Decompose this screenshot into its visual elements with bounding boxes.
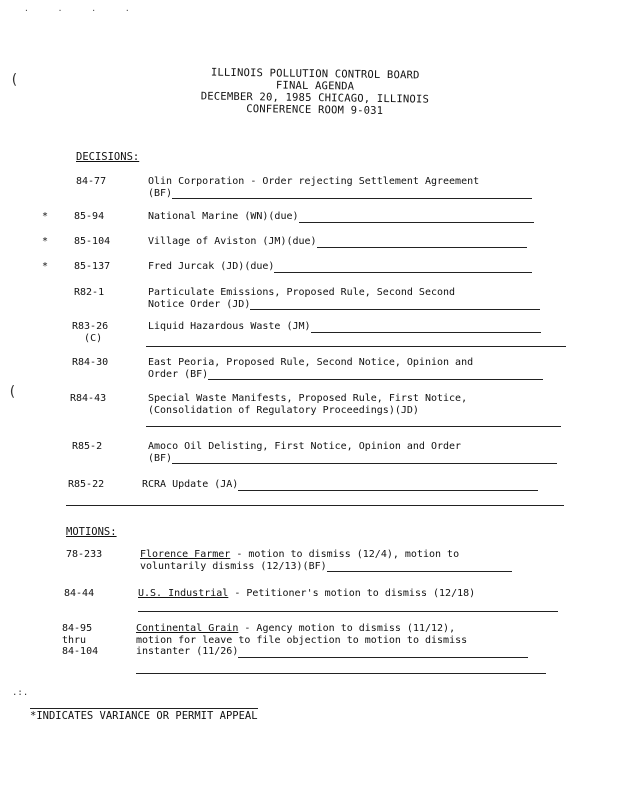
docket-number: 84-44	[64, 588, 95, 599]
decision-description: Olin Corporation - Order rejecting Settlement Agreement (BF)	[148, 176, 568, 199]
blank-line	[136, 672, 546, 674]
decisions-heading: DECISIONS:	[76, 151, 140, 163]
hole-punch-mark-middle: (	[8, 384, 17, 400]
decision-description: National Marine (WN)(due)	[148, 211, 568, 223]
blank-line	[146, 345, 566, 347]
docket-number: R83-26 (C)	[72, 321, 109, 344]
docket-number: 85-94	[74, 211, 105, 222]
variance-star: *	[42, 236, 49, 247]
motion-description: Florence Farmer - motion to dismiss (12/4), motion to voluntarily dismiss (12/13)(BF)	[140, 549, 560, 572]
motion-description: Continental Grain - Agency motion to dismiss (11/12), motion for leave to file objection to motion to dismiss instanter (11/26)	[136, 623, 556, 658]
board-name: ILLINOIS POLLUTION CONTROL BOARD	[210, 66, 420, 82]
conference-room: CONFERENCE ROOM 9-031	[246, 103, 384, 117]
decision-description: Liquid Hazardous Waste (JM)	[148, 321, 568, 333]
docket-number: 84-95 thru 84-104	[62, 623, 99, 657]
decision-description: RCRA Update (JA)	[142, 479, 562, 491]
scan-dots: . . . .	[24, 4, 142, 13]
docket-number: 85-137	[74, 261, 111, 272]
decision-description: Special Waste Manifests, Proposed Rule, First Notice, (Consolidation of Regulatory Proceedings)(JD)	[148, 393, 468, 416]
party-name: Continental Grain	[136, 623, 239, 634]
docket-number: R85-2	[72, 441, 103, 452]
docket-number: R84-30	[72, 357, 109, 368]
decision-description: Village of Aviston (JM)(due)	[148, 236, 568, 248]
docket-number: R84-43	[70, 393, 107, 404]
agenda-header	[150, 66, 481, 119]
meeting-date-location: DECEMBER 20, 1985 CHICAGO, ILLINOIS	[200, 90, 430, 106]
decision-description: Particulate Emissions, Proposed Rule, Second Second Notice Order (JD)	[148, 287, 568, 310]
docket-number: 85-104	[74, 236, 111, 247]
motions-heading: MOTIONS:	[66, 526, 117, 538]
docket-number: R82-1	[74, 287, 105, 298]
footnote-variance: *INDICATES VARIANCE OR PERMIT APPEAL	[30, 710, 258, 722]
blank-line	[66, 504, 564, 506]
decision-description: Amoco Oil Delisting, First Notice, Opinion and Order (BF)	[148, 441, 568, 464]
docket-number: R85-22	[68, 479, 105, 490]
variance-star: *	[42, 211, 49, 222]
scan-marks: .:.	[12, 688, 29, 698]
decision-description: East Peoria, Proposed Rule, Second Notice, Opinion and Order (BF)	[148, 357, 568, 380]
party-name: Florence Farmer	[140, 549, 231, 560]
variance-star: *	[42, 261, 49, 272]
hole-punch-mark-top: (	[10, 72, 19, 88]
decision-description: Fred Jurcak (JD)(due)	[148, 261, 568, 273]
party-name: U.S. Industrial	[138, 588, 229, 599]
blank-line	[138, 610, 558, 612]
blank-line	[146, 425, 561, 427]
docket-number: 84-77	[76, 176, 107, 187]
docket-number: 78-233	[66, 549, 103, 560]
agenda-title: FINAL AGENDA	[275, 79, 355, 93]
motion-description: U.S. Industrial - Petitioner's motion to dismiss (12/18)	[138, 588, 476, 599]
